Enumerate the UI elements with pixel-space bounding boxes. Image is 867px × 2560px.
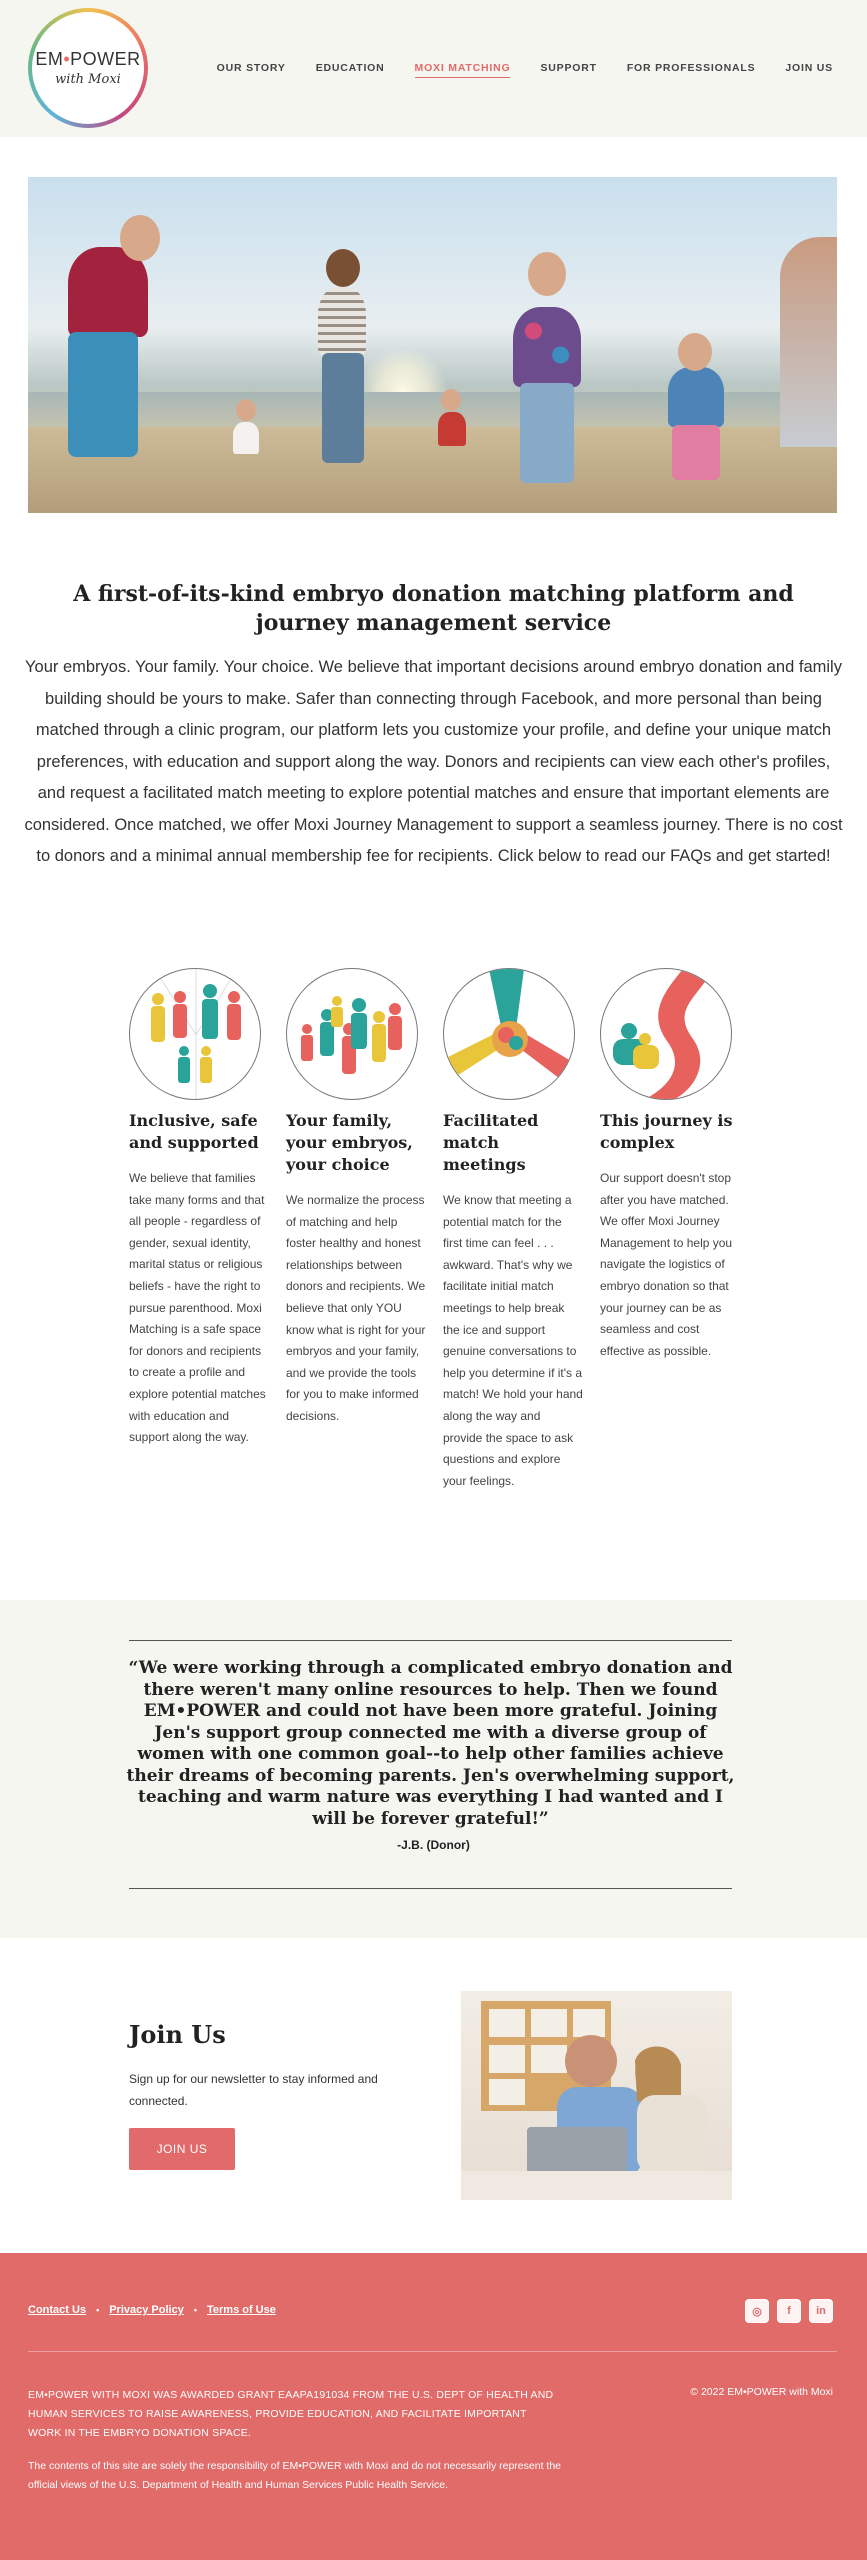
figure-partial-right [780, 237, 837, 447]
join-title: Join Us [129, 2020, 226, 2049]
joined-hands-icon [443, 968, 575, 1100]
nav-education[interactable]: EDUCATION [315, 62, 385, 74]
linkedin-icon[interactable]: in [809, 2299, 833, 2323]
winding-road-icon [600, 968, 732, 1100]
logo-tagline: with Moxi [55, 72, 121, 87]
nav-our-story[interactable]: OUR STORY [216, 62, 286, 74]
feature-journey [600, 968, 740, 1362]
main-nav [187, 62, 833, 78]
figure-child-1 [233, 422, 259, 454]
facebook-icon[interactable]: f [777, 2299, 801, 2323]
divider [129, 1640, 732, 1641]
figure-head [236, 399, 256, 421]
feature-title: Inclusive, safe and supported [129, 1111, 259, 1152]
join-image-couple-laptop [461, 1991, 732, 2200]
grant-notice: EM•POWER WITH MOXI WAS AWARDED GRANT EAAPA191034 FROM THE U.S. DEPT OF HEALTH AND HUMAN SERVICES TO RAISE AWARENESS, PROVIDE EDUCATION, AND FACILITATE IMPORTANT WORK IN THE EMBRYO DONATION SPACE. [28, 2389, 554, 2439]
nav-support[interactable]: SUPPORT [540, 62, 597, 74]
feature-your-family [286, 968, 426, 1428]
site-logo[interactable] [28, 8, 148, 128]
separator: • [193, 2305, 197, 2315]
site-footer [0, 2253, 867, 2560]
feature-text: We normalize the process of matching and help foster healthy and honest relationships between donors and recipients. We believe that only YOU know what is right for your embryos and your family, and we provide the tools for you to make informed decisions. [286, 1193, 426, 1423]
feature-facilitated-meetings [443, 968, 583, 1492]
figure-jeans [520, 383, 574, 483]
intro-title: A first-of-its-kind embryo donation matching platform and journey management service [73, 581, 794, 636]
divider [129, 1888, 732, 1889]
family-group-icon [286, 968, 418, 1100]
social-links [745, 2299, 833, 2323]
figure-woman-floral [513, 307, 581, 387]
figure-jeans [68, 332, 138, 457]
feature-inclusive [129, 968, 269, 1449]
feature-text: We know that meeting a potential match for the first time can feel . . . awkward. That's why we facilitate initial match meetings to help break the ice and support genuine conversations to help you determine if it's a match! We hold your hand along the way and provide the space to ask questions and explore your feelings. [443, 1193, 583, 1488]
footer-link-terms[interactable]: Terms of Use [206, 2304, 276, 2316]
testimonial-attribution: -J.B. (Donor) [397, 1838, 470, 1852]
join-us-button[interactable]: JOIN US [129, 2128, 235, 2170]
figure-child-2 [438, 412, 466, 446]
footer-link-contact[interactable]: Contact Us [28, 2304, 87, 2316]
figure-head [326, 249, 360, 287]
join-text: Sign up for our newsletter to stay informed and connected. [129, 2072, 378, 2108]
instagram-icon[interactable]: ◎ [745, 2299, 769, 2323]
figure-jeans [322, 353, 364, 463]
footer-links [28, 2304, 276, 2316]
feature-title: Facilitated match meetings [443, 1111, 539, 1174]
feature-title: This journey is complex [600, 1111, 733, 1152]
feature-text: Our support doesn't stop after you have matched. We offer Moxi Journey Management to help you navigate the logistics of embryo donation so that your journey can be as seamless and cost effective as possible. [600, 1171, 733, 1358]
intro-text: Your embryos. Your family. Your choice. We believe that important decisions around embryo donation and family building should be yours to make. Safer than connecting through Facebook, and more personal than being matched through a clinic program, our platform lets you customize your profile, and define your unique match preferences, with education and support along the way. Donors and recipients can view each other's profiles, and request a facilitated match meeting to explore potential matches and ensure that important elements are considered. Once matched, we offer Moxi Journey Management to support a seamless journey. There is no cost to donors and a minimal annual membership fee for recipients. Click below to read our FAQs and get started! [24, 658, 843, 865]
feature-text: We believe that families take many forms and that all people - regardless of gender, sexual identity, marital status or religious beliefs - have the right to pursue parenthood. Moxi Matching is a safe space for donors and recipients to create a profile and explore potential matches with education and support along the way. [129, 1171, 266, 1445]
figure-head [120, 215, 160, 261]
figure-head [441, 389, 461, 411]
people-group-icon [129, 968, 261, 1100]
figure-girl-right [668, 367, 724, 427]
logo-wordmark: EM•POWER [35, 49, 141, 69]
nav-join-us[interactable]: JOIN US [785, 62, 833, 74]
figure-pink-skirt [672, 425, 720, 480]
disclaimer: The contents of this site are solely the responsibility of EM•POWER with Moxi and do not necessarily represent the official views of the U.S. Department of Health and Human Services Public Health Service. [28, 2460, 562, 2491]
copyright: © 2022 EM•POWER with Moxi [690, 2386, 833, 2398]
divider [28, 2351, 837, 2352]
nav-moxi-matching[interactable]: MOXI MATCHING [415, 62, 511, 78]
hero-image-family-beach [28, 177, 837, 513]
figure-head [678, 333, 712, 371]
footer-link-privacy[interactable]: Privacy Policy [109, 2304, 184, 2316]
testimonial-quote: “We were working through a complicated embryo donation and there weren't many online resources to help. Then we found EM•POWER and could not have been more grateful. Joining Jen's support group connected me with a diverse group of women with one common goal--to help other families achieve their dreams of becoming parents. Jen's overwhelming support, teaching and warm nature was everything I had wanted and I will be forever grateful!” [126, 1658, 735, 1829]
nav-for-professionals[interactable]: FOR PROFESSIONALS [626, 62, 756, 74]
testimonial-section [0, 1600, 867, 1938]
site-header [0, 0, 867, 137]
figure-head [528, 252, 566, 296]
figure-man-striped [318, 287, 366, 355]
separator: • [96, 2305, 100, 2315]
feature-title: Your family, your embryos, your choice [286, 1111, 413, 1174]
